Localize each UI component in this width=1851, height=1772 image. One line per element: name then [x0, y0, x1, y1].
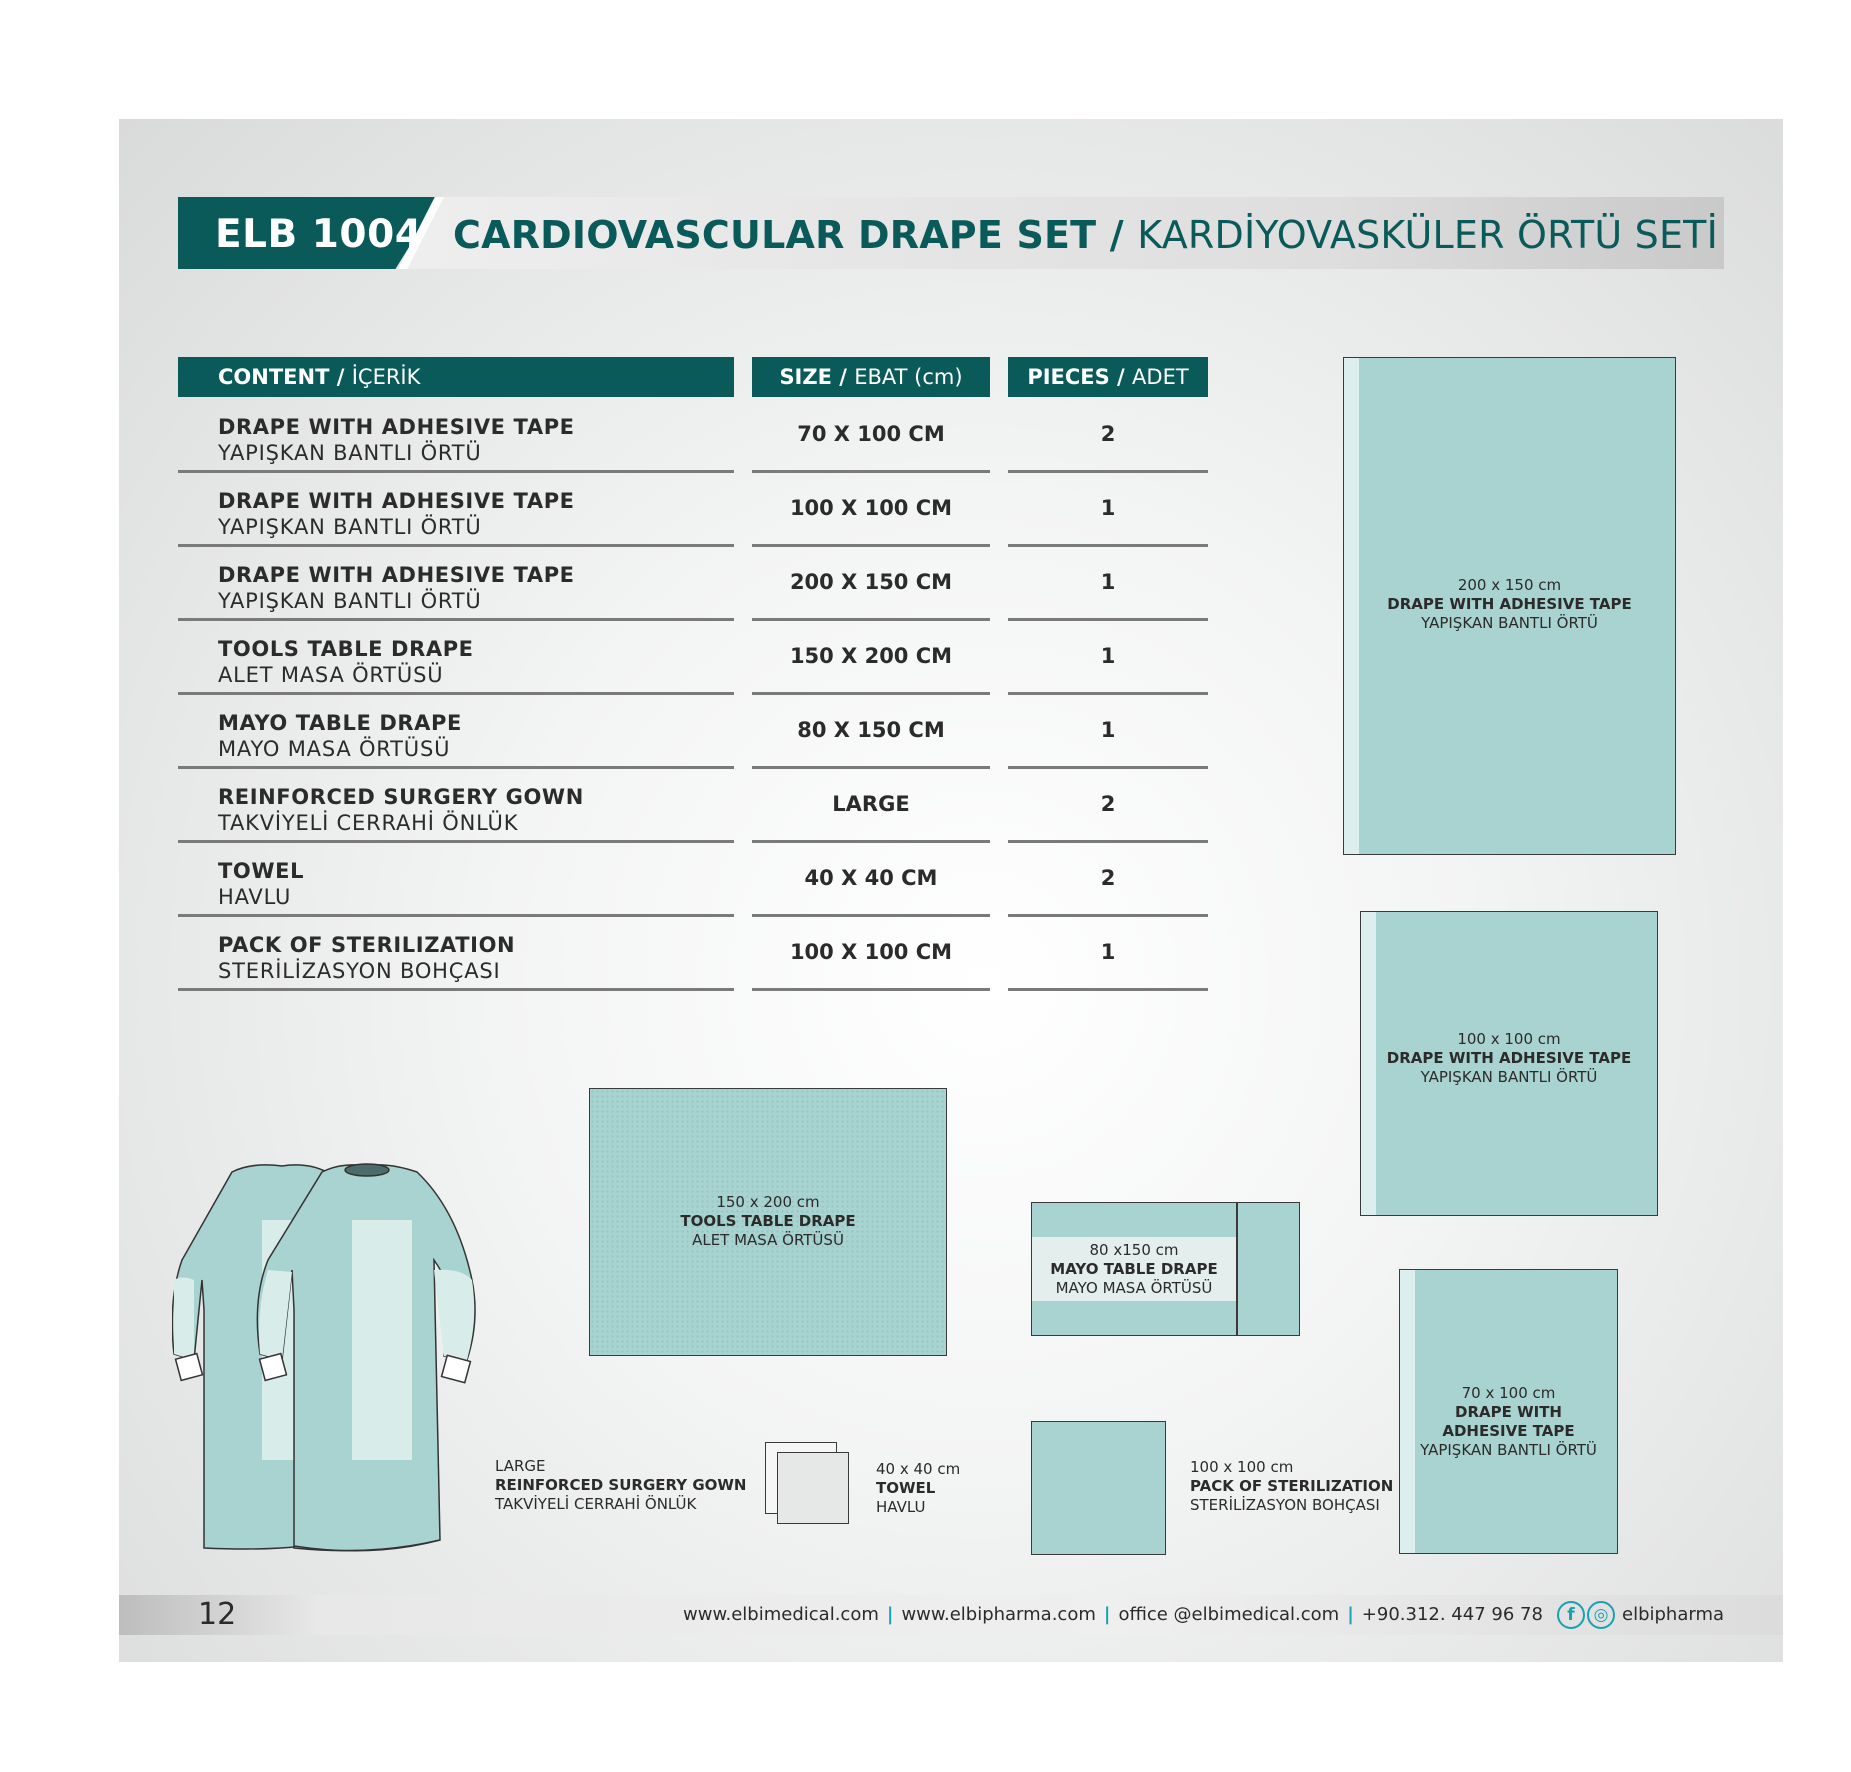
- product-code: ELB 1004: [215, 212, 423, 257]
- divider: |: [886, 1604, 894, 1625]
- drape-name-tr: YAPIŞKAN BANTLI ÖRTÜ: [1420, 1441, 1597, 1459]
- caption-en: TOWEL: [876, 1479, 936, 1497]
- table-row-content: [178, 473, 734, 547]
- table-row-size: 150 X 200 CM: [752, 621, 990, 695]
- drape-100x100-label: [1361, 1030, 1657, 1087]
- table-row-content: [178, 695, 734, 769]
- header-sep: /: [831, 365, 855, 389]
- table-row-content: [178, 621, 734, 695]
- title-separator: /: [1096, 213, 1138, 257]
- column-header-size: [752, 357, 990, 397]
- drape-70x100-illustration: [1399, 1269, 1618, 1554]
- table-row-size: 100 X 100 CM: [752, 473, 990, 547]
- social-handle[interactable]: elbipharma: [1622, 1604, 1725, 1625]
- title-english: CARDIOVASCULAR DRAPE SET: [453, 213, 1097, 257]
- table-row-size: 70 X 100 CM: [752, 399, 990, 473]
- caption-en: PACK OF STERILIZATION: [1190, 1477, 1394, 1495]
- table-row-pieces: 1: [1008, 695, 1208, 769]
- divider: |: [1103, 1604, 1111, 1625]
- drape-size-text: 80 x150 cm: [1089, 1241, 1179, 1259]
- footer-contact: [683, 1604, 1543, 1625]
- row-item-en: MAYO TABLE DRAPE: [218, 711, 462, 735]
- drape-name-tr: ALET MASA ÖRTÜSÜ: [692, 1231, 844, 1249]
- table-row-pieces: 1: [1008, 547, 1208, 621]
- row-item-en: REINFORCED SURGERY GOWN: [218, 785, 584, 809]
- row-item-tr: YAPIŞKAN BANTLI ÖRTÜ: [218, 515, 482, 539]
- sterilization-pack-illustration: [1031, 1421, 1166, 1555]
- caption-tr: STERİLİZASYON BOHÇASI: [1190, 1496, 1380, 1514]
- mayo-table-label: [1032, 1241, 1236, 1298]
- drape-70x100-label: [1400, 1384, 1617, 1460]
- tools-table-drape-illustration: [589, 1088, 947, 1356]
- table-row-content: [178, 917, 734, 991]
- drape-name-tr: YAPIŞKAN BANTLI ÖRTÜ: [1421, 614, 1598, 632]
- caption-size: 100 x 100 cm: [1190, 1458, 1294, 1476]
- row-item-tr: STERİLİZASYON BOHÇASI: [218, 959, 501, 983]
- caption-tr: TAKVİYELİ CERRAHİ ÖNLÜK: [495, 1495, 697, 1513]
- row-item-tr: YAPIŞKAN BANTLI ÖRTÜ: [218, 589, 482, 613]
- header-pieces-tr: ADET: [1132, 365, 1189, 389]
- drape-name-en-line1: DRAPE WITH: [1455, 1403, 1562, 1421]
- drape-size-text: 150 x 200 cm: [716, 1193, 820, 1211]
- website-link-2[interactable]: www.elbipharma.com: [901, 1604, 1096, 1625]
- drape-200x150-illustration: [1343, 357, 1676, 855]
- drape-name-tr: MAYO MASA ÖRTÜSÜ: [1055, 1279, 1213, 1297]
- header-sep: /: [329, 365, 352, 389]
- table-row-content: [178, 769, 734, 843]
- header-size-tr: EBAT (cm): [854, 365, 963, 389]
- drape-name-en-line2: ADHESIVE TAPE: [1442, 1422, 1575, 1440]
- header-content-tr: İÇERİK: [351, 365, 421, 389]
- table-row-pieces: 1: [1008, 621, 1208, 695]
- row-item-en: DRAPE WITH ADHESIVE TAPE: [218, 489, 575, 513]
- towel-front-icon: [777, 1452, 849, 1524]
- drape-size-text: 200 x 150 cm: [1457, 576, 1562, 594]
- caption-size: LARGE: [495, 1457, 546, 1475]
- towel-caption: [876, 1460, 960, 1517]
- column-header-content: [178, 357, 734, 397]
- drape-name-en: TOOLS TABLE DRAPE: [680, 1212, 856, 1230]
- table-row-size: 200 X 150 CM: [752, 547, 990, 621]
- instagram-icon[interactable]: ◎: [1587, 1601, 1615, 1629]
- row-item-en: TOOLS TABLE DRAPE: [218, 637, 474, 661]
- mayo-fold-line: [1236, 1203, 1238, 1335]
- mayo-table-drape-illustration: [1031, 1202, 1300, 1336]
- row-item-tr: YAPIŞKAN BANTLI ÖRTÜ: [218, 441, 482, 465]
- caption-tr: HAVLU: [876, 1498, 926, 1516]
- table-row-pieces: 2: [1008, 769, 1208, 843]
- title-turkish: KARDİYOVASKÜLER ÖRTÜ SETİ: [1137, 213, 1719, 257]
- caption-en: REINFORCED SURGERY GOWN: [495, 1476, 747, 1494]
- surgery-gown-illustration: [172, 1160, 512, 1560]
- table-row-size: LARGE: [752, 769, 990, 843]
- row-item-tr: TAKVİYELİ CERRAHİ ÖNLÜK: [218, 811, 519, 835]
- drape-name-en: DRAPE WITH ADHESIVE TAPE: [1387, 595, 1632, 613]
- page-title: [453, 213, 1718, 257]
- sterilization-caption: [1190, 1458, 1393, 1515]
- table-row-content: [178, 843, 734, 917]
- header-content-en: CONTENT: [218, 365, 330, 389]
- table-row-pieces: 1: [1008, 917, 1208, 991]
- tools-table-label: [590, 1193, 946, 1250]
- table-row-size: 100 X 100 CM: [752, 917, 990, 991]
- row-item-tr: HAVLU: [218, 885, 292, 909]
- drape-name-tr: YAPIŞKAN BANTLI ÖRTÜ: [1420, 1068, 1598, 1086]
- row-item-en: TOWEL: [218, 859, 305, 883]
- table-row-content: [178, 547, 734, 621]
- divider: |: [1347, 1604, 1354, 1625]
- phone-number: +90.312. 447 96 78: [1361, 1604, 1543, 1625]
- drape-100x100-illustration: [1360, 911, 1658, 1216]
- column-header-pieces: [1008, 357, 1208, 397]
- row-item-tr: ALET MASA ÖRTÜSÜ: [218, 663, 444, 687]
- drape-name-en: MAYO TABLE DRAPE: [1050, 1260, 1218, 1278]
- table-row-pieces: 1: [1008, 473, 1208, 547]
- row-item-en: DRAPE WITH ADHESIVE TAPE: [218, 415, 575, 439]
- drape-size-text: 100 x 100 cm: [1457, 1030, 1561, 1048]
- caption-size: 40 x 40 cm: [876, 1460, 961, 1478]
- row-item-tr: MAYO MASA ÖRTÜSÜ: [218, 737, 451, 761]
- drape-size-text: 70 x 100 cm: [1461, 1384, 1556, 1402]
- header-sep: /: [1109, 365, 1133, 389]
- gown-caption: [495, 1457, 746, 1514]
- header-pieces-en: PIECES: [1027, 365, 1110, 389]
- row-item-en: DRAPE WITH ADHESIVE TAPE: [218, 563, 575, 587]
- drape-name-en: DRAPE WITH ADHESIVE TAPE: [1386, 1049, 1632, 1067]
- drape-200x150-label: [1344, 576, 1675, 633]
- table-row-content: [178, 399, 734, 473]
- facebook-icon[interactable]: f: [1557, 1601, 1585, 1629]
- table-row-pieces: 2: [1008, 399, 1208, 473]
- page-number: 12: [198, 1597, 237, 1632]
- website-link-1[interactable]: www.elbimedical.com: [683, 1604, 879, 1625]
- table-row-size: 40 X 40 CM: [752, 843, 990, 917]
- table-row-size: 80 X 150 CM: [752, 695, 990, 769]
- row-item-en: PACK OF STERILIZATION: [218, 933, 516, 957]
- table-row-pieces: 2: [1008, 843, 1208, 917]
- header-size-en: SIZE: [779, 365, 832, 389]
- email-link[interactable]: office @elbimedical.com: [1118, 1604, 1340, 1625]
